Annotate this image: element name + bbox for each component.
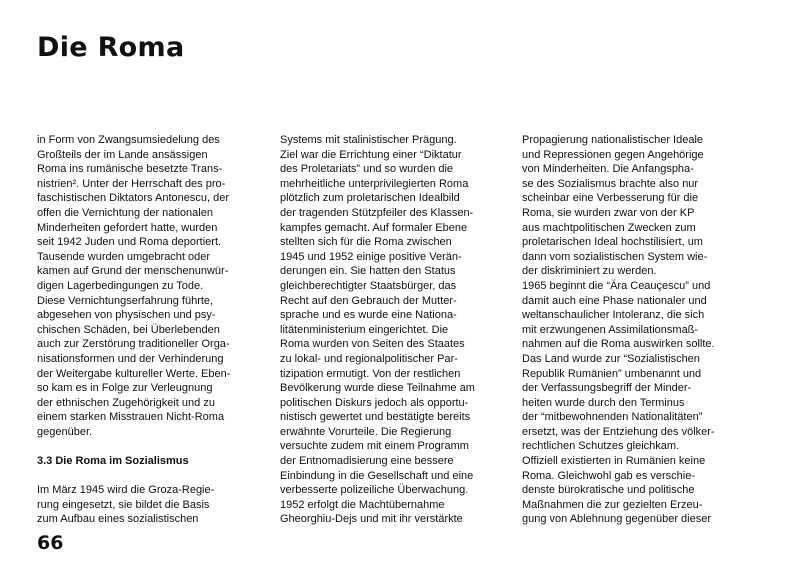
text-line: Diese Vernichtungserfahrung führte,	[37, 294, 214, 307]
text-line: mehrheitliche unterprivilegierten Roma	[280, 177, 469, 190]
text-line: Republik Rumänien” umbenannt und	[522, 367, 702, 380]
text-line: offen die Vernichtung der nationalen	[37, 206, 213, 219]
text-line: zu lokal- und regionalpolitischer Par-	[280, 352, 458, 365]
text-line: 1945 und 1952 einige positive Verän-	[280, 250, 462, 263]
text-line: faschistischen Diktators Antonescu, der	[37, 192, 229, 205]
text-line: derungen ein. Sie hatten den Status	[280, 265, 456, 278]
text-line: heiten wurde durch den Terminus	[522, 396, 685, 409]
text-line: stellten sich für die Roma zwischen	[280, 236, 452, 249]
text-line: der Entnomadisierung eine bessere	[280, 455, 454, 468]
text-line: seit 1942 Juden und Roma deportiert.	[37, 236, 222, 249]
text-line: gleichberechtigter Staatsbürger, das	[280, 279, 457, 292]
text-line: Minderheiten gefordert hatte, wurden	[37, 221, 218, 234]
text-line: Roma wurden von Seiten des Staates	[280, 338, 465, 351]
text-line: nistrien². Unter der Herrschaft des pro-	[37, 177, 226, 190]
text-line: weltanschaulicher Intoleranz, die sich	[522, 309, 705, 322]
text-line: des Proletariats” und so wurden die	[280, 163, 454, 176]
text-line: Roma, sie wurden zwar von der KP	[522, 206, 695, 219]
text-line: damit auch eine Phase nationaler und	[522, 294, 707, 307]
text-line: kamen auf Grund der menschenunwür-	[37, 265, 229, 278]
page-title: Die Roma	[37, 32, 185, 63]
text-line: gung von Ablehnung gegenüber dieser	[522, 513, 711, 526]
text-line: digen Lagerbedingungen zu Tode.	[37, 279, 204, 292]
text-line: mit erzwungenen Assimilationsmaß-	[522, 323, 699, 336]
text-line: Offiziell existierten in Rumänien keine	[522, 455, 706, 468]
text-line: proletarischen Ideal hochstilisiert, um	[522, 236, 703, 249]
text-line: Ziel war die Errichtung einer “Diktatur	[280, 148, 462, 161]
text-line: Systems mit stalinistischer Prägung.	[280, 134, 457, 146]
text-line: Das Land wurde zur “Sozialistischen	[522, 352, 700, 365]
text-line: 1965 beginnt die “Ära Ceauçescu” und	[522, 279, 711, 292]
text-line: litätenministerium eingerichtet. Die	[280, 323, 449, 336]
text-line: der tragenden Stützpfeiler des Klassen-	[280, 206, 474, 219]
text-line: Propagierung nationalistischer Ideale	[522, 134, 704, 146]
text-line: kampfes gemacht. Auf formaler Ebene	[280, 221, 468, 234]
text-column-2	[280, 133, 510, 527]
text-line: einem starken Misstrauen Nicht-Roma	[37, 411, 225, 424]
text-line: von Minderheiten. Die Anfangspha-	[522, 163, 694, 176]
text-line: rung eingesetzt, sie bildet die Basis	[37, 498, 210, 511]
page-number: 66	[37, 532, 64, 554]
text-line: chischen Schäden, bei Überlebenden	[37, 323, 220, 336]
text-line: nahmen auf die Roma auswirken sollte.	[522, 338, 715, 351]
text-line: Recht auf den Gebrauch der Mutter-	[280, 294, 457, 307]
text-line: rechtlichen Schutzes gleichkam.	[522, 440, 680, 453]
text-line: der “mitbewohnenden Nationalitäten”	[522, 411, 703, 424]
text-line: Roma. Gleichwohl gab es verschie-	[522, 469, 696, 482]
text-line: dann vom sozialistischen System wie-	[522, 250, 708, 263]
section-heading: 3.3 Die Roma im Sozialismus	[37, 455, 189, 468]
text-line: der ethnischen Zugehörigkeit und zu	[37, 396, 215, 409]
text-line: in Form von Zwangsumsiedelung des	[37, 134, 220, 146]
text-line: versuchte zudem mit einem Programm	[280, 440, 469, 453]
text-line: erwähnte Vorurteile. Die Regierung	[280, 425, 452, 438]
text-line: se des Sozialismus brachte also nur	[522, 177, 699, 190]
text-line: gegenüber.	[37, 425, 93, 438]
paragraph-gap	[37, 439, 267, 454]
text-line: auch zur Zerstörung traditioneller Orga-	[37, 338, 230, 351]
paragraph-gap	[37, 469, 267, 484]
text-line: 1952 erfolgt die Machtübernahme	[280, 498, 445, 511]
text-line: plötzlich zum proletarischen Idealbild	[280, 192, 460, 205]
text-line: politischen Diskurs jedoch als opportu-	[280, 396, 469, 409]
text-column-3	[522, 133, 747, 527]
text-line: Maßnahmen die zur gezielten Erzeu-	[522, 498, 703, 511]
text-line: und Repressionen gegen Angehörige	[522, 148, 704, 161]
text-line: abgesehen von physischen und psy-	[37, 309, 216, 322]
text-column-1	[37, 133, 267, 527]
text-line: nisationsformen und der Verhinderung	[37, 352, 224, 365]
text-line: Roma ins rumänische besetzte Trans-	[37, 163, 223, 176]
text-line: Gheorghiu-Dejs und mit ihr verstärkte	[280, 513, 463, 526]
text-line: nistisch gewertet und bestätigte bereits	[280, 411, 471, 424]
text-line: ersetzt, was der Entziehung des völker-	[522, 425, 715, 438]
text-line: denste bürokratische und politische	[522, 484, 695, 497]
text-line: Tausende wurden umgebracht oder	[37, 250, 211, 263]
text-line: scheinbar eine Verbesserung für die	[522, 192, 699, 205]
text-line: zum Aufbau eines sozialistischen	[37, 513, 199, 526]
text-line: der Weitergabe kultureller Werte. Eben-	[37, 367, 231, 380]
text-line: sprache und es wurde eine Nationa-	[280, 309, 457, 322]
text-line: so kam es in Folge zur Verleugnung	[37, 382, 213, 395]
text-line: aus machtpolitischen Zwecken zum	[522, 221, 696, 234]
text-line: Einbindung in die Gesellschaft und eine	[280, 469, 474, 482]
text-line: Großteils der im Lande ansässigen	[37, 148, 208, 161]
text-line: der Verfassungsbegriff der Minder-	[522, 382, 692, 395]
text-line: verbesserte polizeiliche Überwachung.	[280, 484, 469, 497]
text-line: der diskriminiert zu werden.	[522, 265, 657, 278]
text-line: tizipation ermutigt. Von der restlichen	[280, 367, 461, 380]
text-line: Im März 1945 wird die Groza-Regie-	[37, 484, 215, 497]
text-line: Bevölkerung wurde diese Teilnahme am	[280, 382, 475, 395]
